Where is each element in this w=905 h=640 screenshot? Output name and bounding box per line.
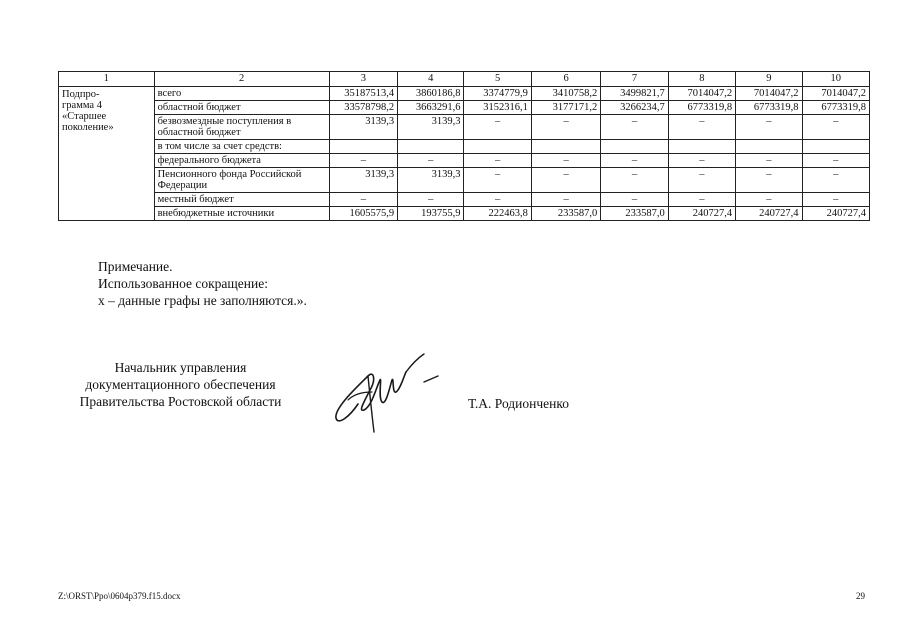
value-cell: – [531,168,600,193]
note-block [98,258,307,309]
program-name-line: Подпро- [62,89,100,100]
value-cell: – [601,154,668,168]
page-number: 29 [856,591,865,601]
column-number-header: 9 [736,72,802,87]
value-cell: 3139,3 [398,115,464,140]
footer-file-path: Z:\ORST\Ppo\0604p379.f15.docx [58,591,181,601]
value-cell: – [668,154,735,168]
value-cell: – [531,115,600,140]
value-cell: – [329,193,397,207]
value-cell: – [601,168,668,193]
funding-source-label: в том числе за счет средств: [154,140,329,154]
column-number-header: 2 [154,72,329,87]
table-row [59,207,870,221]
table-header-row [59,72,870,87]
note-title: Примечание. [98,259,173,274]
value-cell: 240727,4 [736,207,802,221]
funding-source-label: внебюджетные источники [154,207,329,221]
value-cell [329,140,397,154]
column-number-header: 8 [668,72,735,87]
position-line-3: Правительства Ростовской области [79,394,282,409]
value-cell: 6773319,8 [736,101,802,115]
program-name-line: «Старшее [62,111,107,122]
note-abbreviation-heading: Использованное сокращение: [98,276,268,291]
value-cell: 233587,0 [601,207,668,221]
value-cell: 3860186,8 [398,87,464,101]
value-cell: – [802,154,869,168]
value-cell: – [464,115,531,140]
budget-table [58,71,870,221]
value-cell: 3139,3 [329,168,397,193]
value-cell: – [398,154,464,168]
column-number-header: 5 [464,72,531,87]
column-number-header: 10 [802,72,869,87]
value-cell [668,140,735,154]
value-cell: – [464,154,531,168]
column-number-header: 3 [329,72,397,87]
program-name-cell [59,87,155,221]
value-cell: 35187513,4 [329,87,397,101]
position-line-2: документационного обеспечения [85,377,276,392]
value-cell: – [464,168,531,193]
funding-source-label: всего [154,87,329,101]
value-cell: – [601,193,668,207]
funding-source-label: местный бюджет [154,193,329,207]
handwritten-signature [328,346,448,436]
value-cell: 33578798,2 [329,101,397,115]
signatory-name: Т.А. Родионченко [468,396,569,411]
value-cell: 222463,8 [464,207,531,221]
value-cell: 3499821,7 [601,87,668,101]
column-number-header: 4 [398,72,464,87]
table-row [59,140,870,154]
funding-source-label: безвозмездные поступления в областной бюджет [154,115,329,140]
value-cell [802,140,869,154]
table-row [59,87,870,101]
table-row [59,101,870,115]
table-row [59,193,870,207]
value-cell: – [736,168,802,193]
value-cell: – [398,193,464,207]
table-row [59,115,870,140]
funding-source-label: федерального бюджета [154,154,329,168]
value-cell: 3177171,2 [531,101,600,115]
value-cell: 3139,3 [398,168,464,193]
value-cell: – [668,115,735,140]
value-cell [601,140,668,154]
value-cell [531,140,600,154]
value-cell: 7014047,2 [802,87,869,101]
table-row [59,154,870,168]
funding-source-label: областной бюджет [154,101,329,115]
value-cell: – [668,168,735,193]
value-cell: – [802,168,869,193]
note-abbreviation-text: х – данные графы не заполняются.». [98,293,307,308]
value-cell: 6773319,8 [802,101,869,115]
value-cell: – [329,154,397,168]
value-cell: 3266234,7 [601,101,668,115]
program-name-line: грамма 4 [62,100,102,111]
value-cell: 1605575,9 [329,207,397,221]
value-cell [736,140,802,154]
value-cell [464,140,531,154]
value-cell: 7014047,2 [668,87,735,101]
value-cell: 7014047,2 [736,87,802,101]
value-cell: 240727,4 [668,207,735,221]
value-cell: 3152316,1 [464,101,531,115]
table-row [59,168,870,193]
value-cell [398,140,464,154]
value-cell: – [736,154,802,168]
column-number-header: 7 [601,72,668,87]
value-cell: 3663291,6 [398,101,464,115]
value-cell: – [736,115,802,140]
value-cell: 3139,3 [329,115,397,140]
value-cell: – [802,193,869,207]
program-name-line: поколение» [62,122,114,133]
value-cell: – [736,193,802,207]
value-cell: 233587,0 [531,207,600,221]
value-cell: – [464,193,531,207]
value-cell: – [668,193,735,207]
column-number-header: 6 [531,72,600,87]
value-cell: – [531,193,600,207]
value-cell: – [531,154,600,168]
value-cell: 6773319,8 [668,101,735,115]
value-cell: 3410758,2 [531,87,600,101]
funding-source-label: Пенсионного фонда Российской Федерации [154,168,329,193]
value-cell: 3374779,9 [464,87,531,101]
value-cell: – [601,115,668,140]
value-cell: 240727,4 [802,207,869,221]
value-cell: 193755,9 [398,207,464,221]
position-line-1: Начальник управления [114,360,247,375]
column-number-header: 1 [59,72,155,87]
signatory-position [58,359,303,410]
value-cell: – [802,115,869,140]
